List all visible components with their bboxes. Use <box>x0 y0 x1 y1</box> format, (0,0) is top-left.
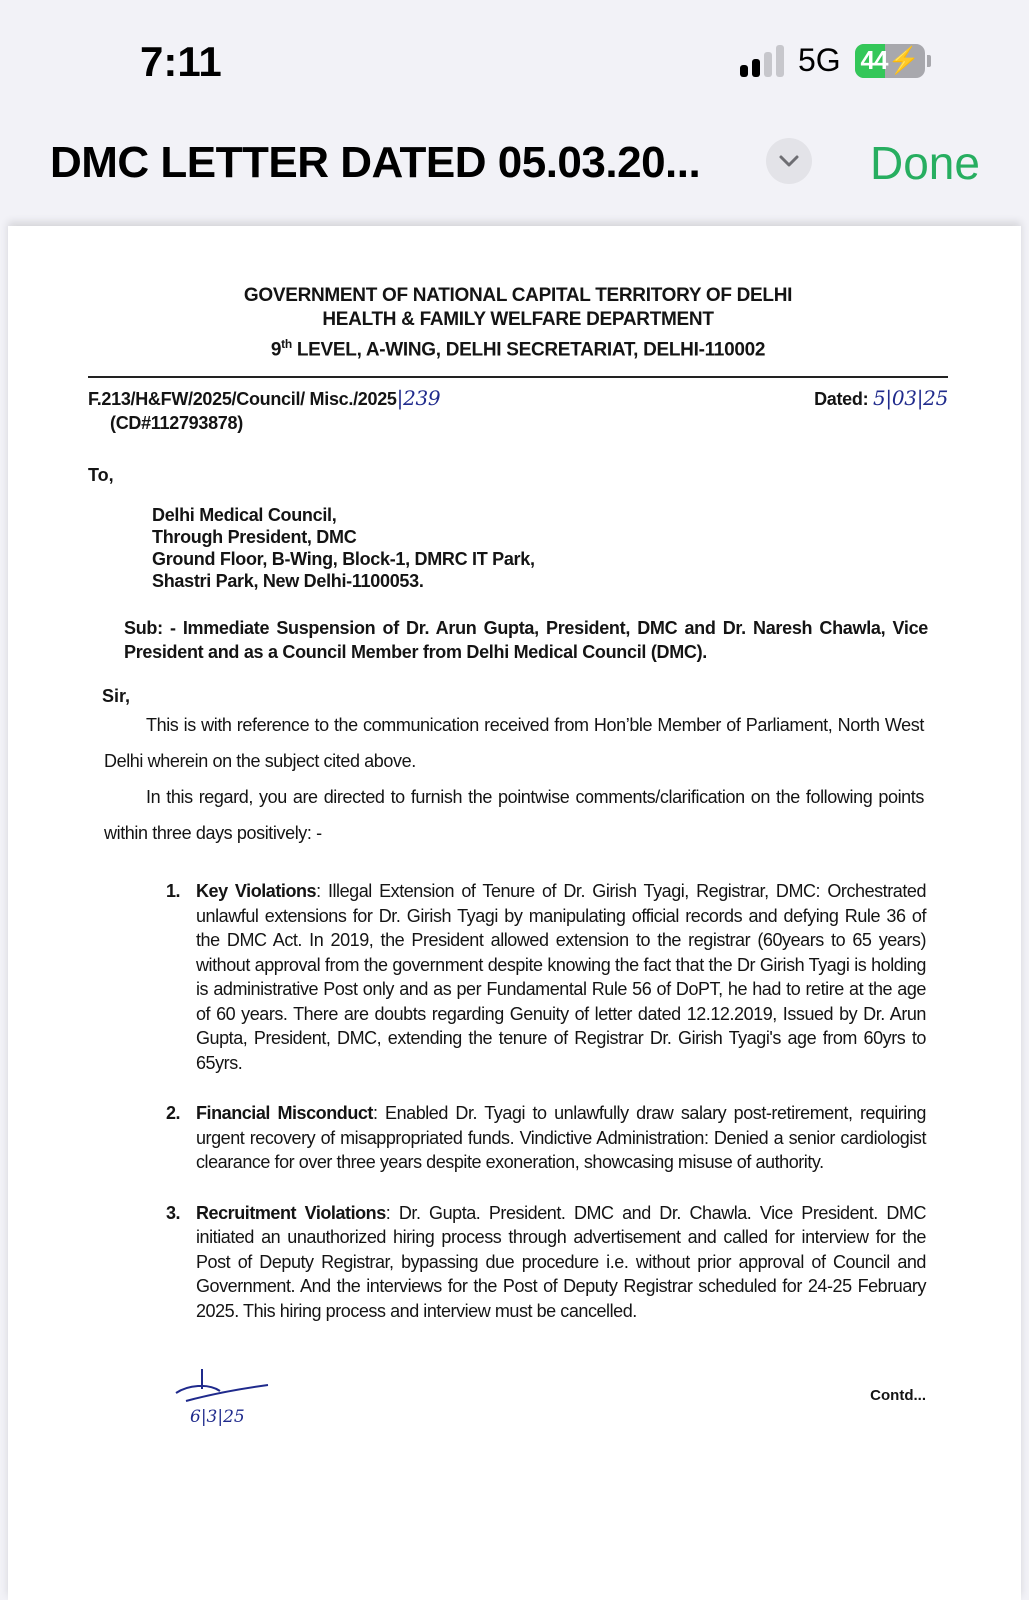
handwritten-date: 5|03|25 <box>873 386 948 411</box>
dated-field: Dated: 5|03|25 <box>814 386 948 411</box>
point-number: 1. <box>166 881 181 902</box>
point-text: Key Violations: Illegal Extension of Tenure of Dr. Girish Tyagi, Registrar, DMC: Orchestrated unlawful extensions for Dr. Girish Tyagi by manipulating official records and defying Rule 36 of the DMC Act. In 2019, the President allowed extension to the registrar (60years to 65 years) without approval from the government despite knowing the fact that the Dr Girish Tyagi is holding is administrative Post only and as per Fundamental Rule 56 of DoPT, he had to retire at the age of 60 years. There are doubts regarding Genuity of letter dated 12.12.2019, Issued by Dr. Arun Gupta, President, DMC, extending the tenure of Registrar Dr. Girish Tyagi's age from 60yrs to 65yrs. <box>196 881 927 1073</box>
signature-mark-icon <box>168 1367 288 1407</box>
point-text: Financial Misconduct: Enabled Dr. Tyagi to unlawfully draw salary post-retirement, requiring urgent recovery of misappropriated funds. Vindictive Administration: Denied a senior cardiologist clearance for over three years despite exoneration, showcasing misuse of authority. <box>196 1103 926 1173</box>
battery-indicator <box>855 44 931 78</box>
letterhead-line-2: HEALTH & FAMILY WELFARE DEPARTMENT <box>322 309 714 330</box>
letterhead-line-1: GOVERNMENT OF NATIONAL CAPITAL TERRITORY OF DELHI <box>243 285 793 306</box>
point-item <box>166 879 926 1075</box>
address-line: Ground Floor, B-Wing, Block-1, DMRC IT Park, <box>152 549 535 570</box>
address-line: Delhi Medical Council, <box>152 505 337 526</box>
document-title[interactable]: DMC LETTER DATED 05.03.20... <box>50 138 701 187</box>
battery-level: 44⚡ <box>860 45 919 75</box>
signature-date: 6|3|25 <box>190 1407 245 1428</box>
paragraph-directive: In this regard, you are directed to furnish the pointwise comments/clarification on the following points within three days positively: - <box>104 787 924 844</box>
status-bar <box>0 0 1029 110</box>
address-line: Through President, DMC <box>152 527 357 548</box>
point-item <box>166 1201 926 1324</box>
continued-label: Contd... <box>870 1387 926 1405</box>
status-time: 7:11 <box>140 38 222 85</box>
done-button[interactable]: Done <box>870 137 980 189</box>
document-nav-bar <box>0 120 1029 210</box>
subject-line: Sub: - Immediate Suspension of Dr. Arun Gupta, President, DMC and Dr. Naresh Chawla, Vice President and as a Council Member from Delhi Medical Council (DMC). <box>124 618 928 663</box>
to-label: To, <box>88 465 114 486</box>
chevron-down-icon <box>778 154 800 168</box>
letterhead <box>88 284 948 362</box>
paragraph-reference: This is with reference to the communication received from Hon’ble Member of Parliament, North West Delhi wherein on the subject cited above. <box>104 715 924 772</box>
point-item <box>166 1101 926 1175</box>
battery-tip <box>927 55 931 67</box>
point-number: 2. <box>166 1103 181 1124</box>
letterhead-line-3: 9th LEVEL, A-WING, DELHI SECRETARIAT, DELHI-110002 <box>270 337 766 361</box>
handwritten-file-suffix: |239 <box>396 386 441 411</box>
header-divider <box>88 376 948 378</box>
salutation: Sir, <box>102 686 131 707</box>
signature <box>168 1367 298 1437</box>
signal-icon <box>740 45 784 77</box>
title-menu-button[interactable] <box>766 138 812 184</box>
address-line: Shastri Park, New Delhi-1100053. <box>152 571 424 592</box>
status-indicators <box>740 42 931 79</box>
document-page <box>8 226 1021 1600</box>
points-list <box>88 879 948 1323</box>
letter-body <box>88 284 948 1437</box>
letter-footer <box>88 1367 948 1437</box>
point-number: 3. <box>166 1202 181 1223</box>
point-text: Recruitment Violations: Dr. Gupta. President. DMC and Dr. Chawla. Vice President. DMC initiated an unauthorized hiring process through advertisement and called for interview for the Post of Deputy Registrar, bypassing due procedure i.e. without prior approval of Council and Government. And the interviews for the Post of Deputy Registrar scheduled for 24-25 February 2025. This hiring process and interview must be cancelled. <box>196 1202 926 1321</box>
file-number: F.213/H&FW/2025/Council/ Misc./2025|239 (CD#112793878) <box>88 386 441 434</box>
battery-icon <box>855 44 925 78</box>
reference-line <box>88 386 948 435</box>
cd-number: (CD#112793878) <box>110 413 243 434</box>
network-type: 5G <box>798 42 841 78</box>
recipient-address <box>152 504 948 592</box>
